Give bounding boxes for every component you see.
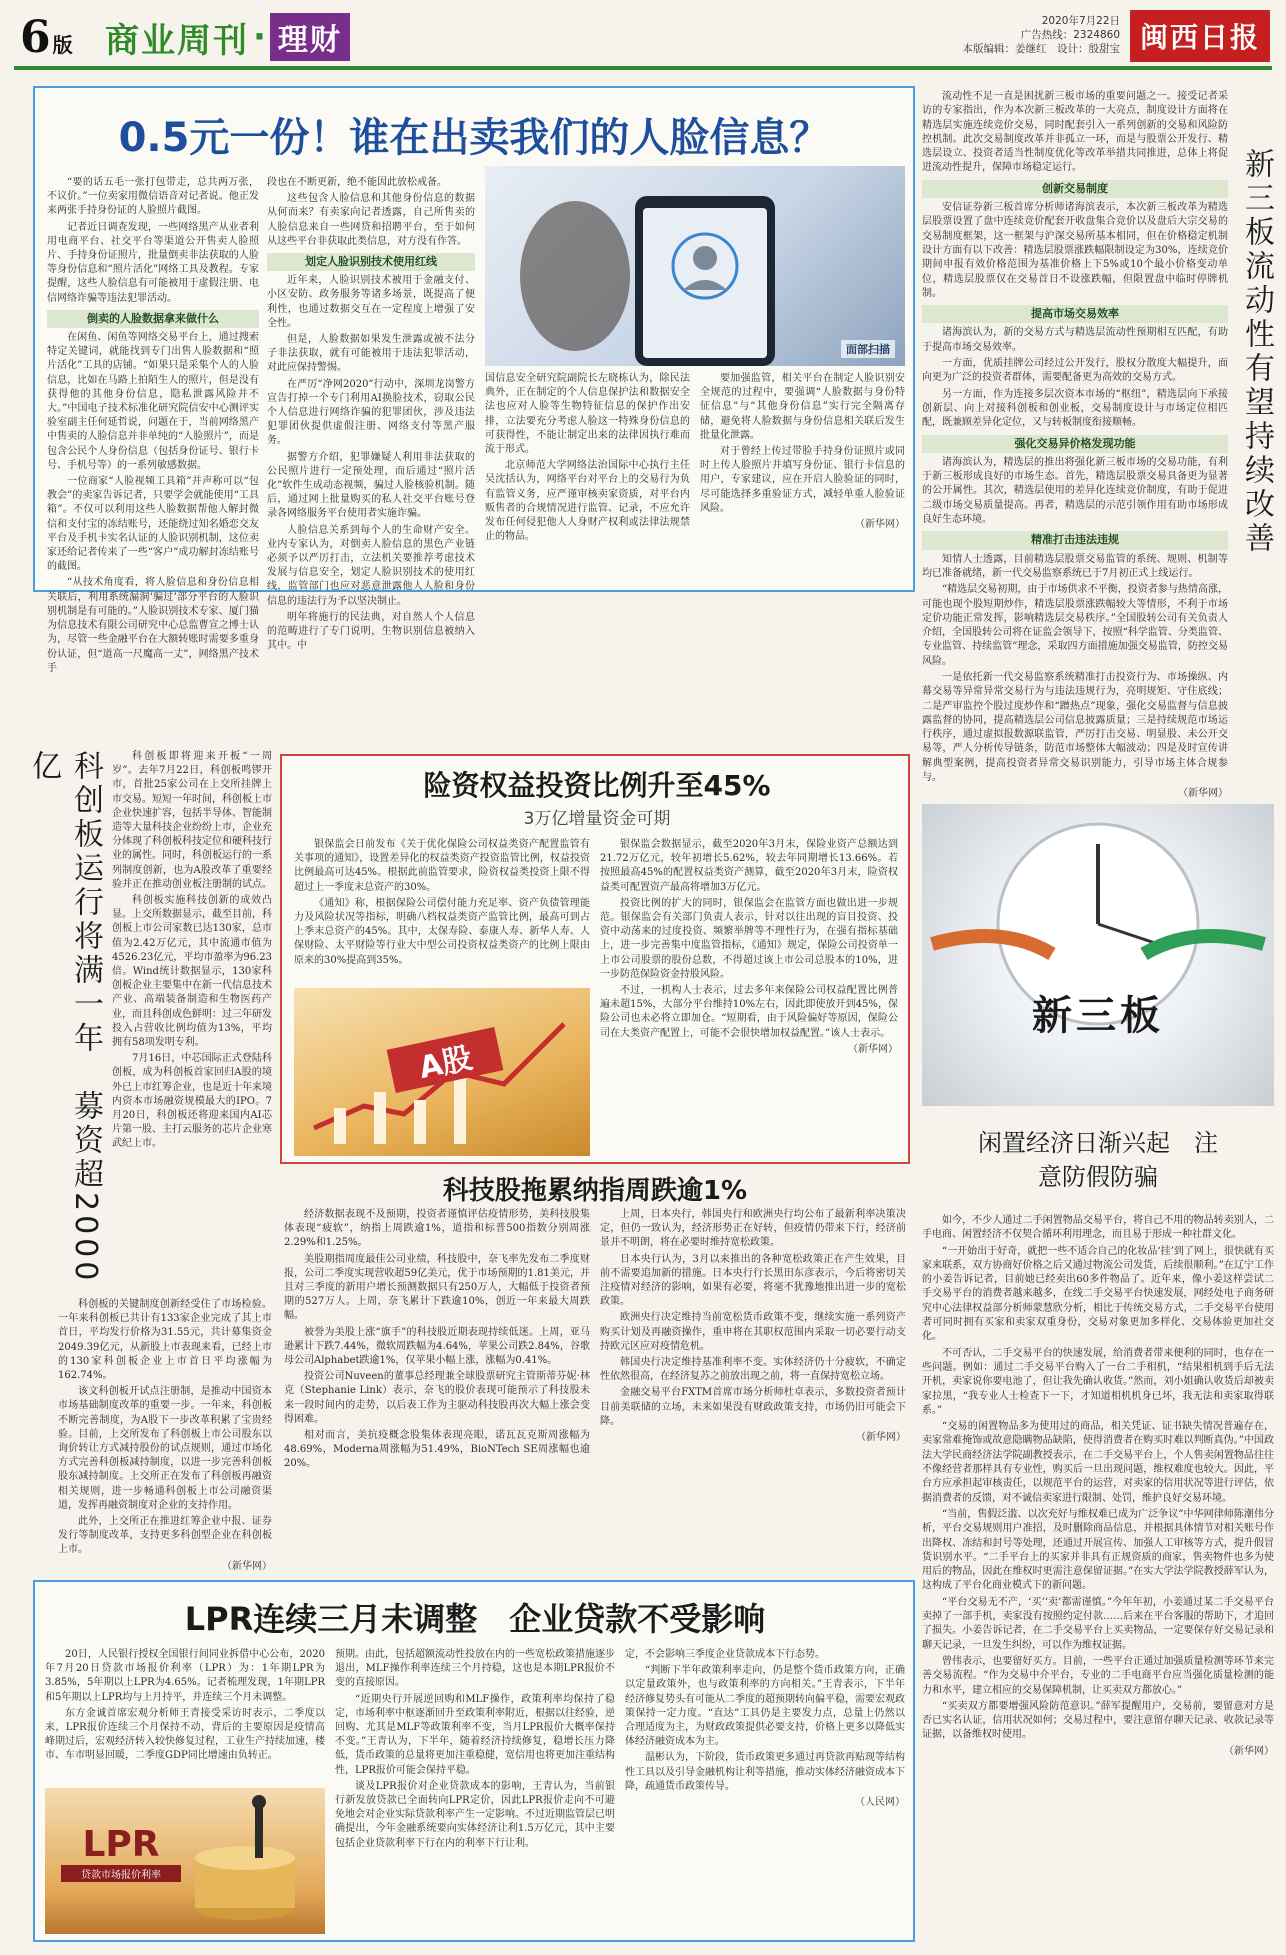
page-header	[0, 0, 1286, 74]
neeq-p6: 诸海滨认为，精选层的推出将强化新三板市场的交易功能，有利于新三板形成良好的市场生态。首先，精选层股票交易具备更为显著的公开属性。其次，精选层使用的差异化连续竞价制度，有助于促进二级市场交易质量提高。再者，精选层的示范引领作用有助市场形成良好生态环境。	[922, 456, 1228, 526]
insurance-col1	[294, 838, 590, 984]
star-market-body-2	[58, 1298, 272, 1578]
nasdaq-p1: 经济数据表现不及预期，投资者谨慎评估疫情形势，美科技股集体表现“疲软”，纳指上周跌逾1%，道指和标普500指数分别周涨2.29%和1.25%。	[284, 1209, 590, 1249]
nasdaq-p9: 韩国央行决定维持基准利率不变。实体经济仍十分疲软，不确定性依然很高，在经济复苏之前放出现之前，将一直保持宽松立场。	[600, 1357, 906, 1383]
face-col3-p1: 国信息安全研究院副院长左晓栋认为，除民法典外，正在制定的个人信息保护法和数据安全法也应对人脸等生物特征信息的保护作出安排，立法要充分考虑人脸这一特殊身份信息的可获得性，不能让制定出来的法律因执行难而流于形式。	[485, 373, 690, 456]
insurance-p1: 银保监会日前发布《关于优化保险公司权益类资产配置监管有关事项的通知》，设置差异化的权益类资产投资监管比例，权益投资比例最高可达45%。根据此前监管要求，险资权益类投资上限不得超过上一季度末总资产的30%。	[294, 839, 590, 893]
insurance-p4: 投资比例的扩大的同时，银保监会在监管方面也做出进一步规范。银保监会有关部门负责人表示，针对以往出现的盲目投资、投资中动荡来的过度投资、频繁举牌等不理性行为，在强有指标基础上，进一步完善集中度监管指标，《通知》规定，保险公司投资单一上市公司股票的股份总数，不得超过该上市公司总股本的10%，进一步防范保险资金持股风险。	[600, 897, 898, 980]
nasdaq-col1	[284, 1208, 590, 1568]
face-col3-p4: 对于曾经上传过带脸手持身份证照片或同时上传人脸照片并填写身份证、银行卡信息的用户，专家建议，应在开启人脸验证的同时，尽可能选择多重验证方式，减轻单重人脸验证风险。	[700, 446, 905, 514]
lpr-p4: “近期央行开展逆回购和MLF操作，政策利率均保持了稳定，市场利率中枢逐渐回升至政策利率附近，根据以往经验，逆回购、尤其是MLF等政策利率不变，当月LPR报价大概率保持不变。”王青认为，下半年，随着经济持续修复，稳增长压力降低，货币政策的总量将更加注重稳健，宽信用也将更加注重结构性，LPR报价可能会保持平稳。	[335, 1693, 615, 1776]
lpr-title: LPR连续三月未调整 企业贷款不受影响	[184, 1600, 766, 1638]
idle-p1: 如今，不少人通过二手闲置物品交易平台，将自己不用的物品转卖别人，二手电商、闲置经济不仅契合循环利用理念，而且易于形成一种社群文化。	[922, 1215, 1274, 1241]
face-col2-p1: 段也在不断更新，绝不能因此放松戒备。	[267, 177, 447, 188]
face-col2-p2: 这些包含人脸信息和其他身份信息的数据从何而来？有卖家向记者透露，自己所售卖的人脸信息来自一些网贷和招聘平台，至于如何从这些平台非获取此类信息，对方没有作答。	[267, 193, 475, 247]
phone-face-icon	[485, 166, 905, 366]
idle-p7: 曾伟表示，也要留好买方。目前，一些平台正通过加强质量检测等环节来完善交易流程。“作为交易中介平台，专业的二手电商平台应当强化质量检测的能力和水平，建立相应的交易保障机制，让买卖双方都放心。”	[922, 1655, 1274, 1696]
face-col2	[267, 176, 475, 652]
a-share-label: A股	[387, 1027, 504, 1093]
header-meta	[950, 14, 1120, 56]
insurance-p5: 不过，一机构人士表示，过去多年来保险公司权益配置比例普遍未超15%，大部分平台维持10%左右，因此即使放开到45%，保险公司也未必将立即加仓。“短期看，由于风险偏好等原因，保险公司在大类资产配置上，可能不会很快增加权益配置。”该人士表示。	[600, 985, 898, 1039]
star-p5: 该文科创板开试点注册制，是推动中国资本市场基础制度改革的重要一步。一年来，科创板不断完善制度，为A股下一步改革积累了宝贵经验。目前，上交所发布了科创板上市公司股东以询价转让方式减持股份的试点规则，通过市场化方式完善科创板减持制度，以进一步完善科创板股东减持制度。上交所正在发布了科创板再融资相关规则，进一步畅通科创板上市公司融资渠道，发挥再融资制度对企业的支持作用。	[58, 1386, 272, 1511]
clock-icon	[922, 804, 1274, 1106]
nasdaq-title: 科技股拖累纳指周跌逾1%	[442, 1176, 748, 1206]
lpr-photo-label	[61, 1824, 181, 1882]
neeq-p3: 诸海滨认为，新的交易方式与精选层流动性预期相互匹配，有助于提高市场交易效率。	[922, 327, 1228, 353]
nasdaq-p7: 日本央行认为，3月以来推出的各种宽松政策正在产生效果，目前不需要追加新的措施。日本央行行长黑田东彦表示，今后将密切关注疫情对经济的影响，如果有必要，将毫不犹豫地推出进一步的宽松政策。	[600, 1253, 906, 1308]
idle-economy-body	[922, 1214, 1274, 1940]
neeq-clock-image	[922, 804, 1274, 1106]
neeq-subhead-1: 创新交易制度	[922, 180, 1228, 198]
ad-phone: 广告热线：2324860	[1020, 29, 1120, 41]
face-col1-p4: 一位商家“人脸视频工具箱”并声称可以“包教会”的卖家告诉记者，只要学会就能使用“工具箱”。不仅可以利用这些人脸数据帮他人解封微信和支付宝的冻结账号，还能绕过知名婚恋交友平台及手机卡实名认证的人脸识别机制，这位卖家还给记者传来了一些“客户”成功解封冻结账号的截图。	[47, 476, 259, 573]
neeq-subhead-2: 提高市场交易效率	[922, 305, 1228, 323]
neeq-byline: （新华网）	[1178, 788, 1228, 800]
neeq-p9: 一是依托新一代交易监察系统精准打击投资行为、市场操纵、内幕交易等异常异常交易行为与违法违规行为，亮明规矩、守住底线；二是严审监控个股过度炒作和“蹭热点”现象，强化交易监督与信息披露监督的协同，提高精选层公司信息披露质量；三是持续规范市场运行秩序，通过虚拟报数源联监管，严厉打击交易、明显股、未公开交易等，严人分析传导链条，防范市场整体大幅波动；四是及时宣传讲解典型案例，提高投资者异常交易识别能力，引导市场主体合规参与。	[922, 671, 1228, 784]
article-face-data-title: 0.5元一份！谁在出卖我们的人脸信息？	[118, 115, 830, 161]
editors: 本版编辑：姜继红 设计：殷甜宝	[962, 43, 1120, 55]
star-p1: 科创板即将迎来开板“一周岁”。去年7月22日，科创板鸣锣开市，首批25家公司在上交所挂牌上市交易。短短一年时间，科创板上市企业快速扩容，包括半导体、智能制造等大量科技企业纷纷上市，企业充分体现了科创板科技定位和硬科技行业的属性。同时，科创板运行的一系列制度创新，也为A股改革了重要经验并正在推动创业板注册制的试点。	[112, 751, 272, 890]
face-col3-p2: 北京师范大学网络法治国际中心执行主任吴沈括认为，网络平台对平台上的交易行为负有监管义务，应严谨审核卖家资质，对平台内贩售者的合规情况进行监管、记录，不应允许发布任何侵犯他人人身财产权利或法律法规禁止的物品。	[485, 460, 690, 543]
page-number	[20, 12, 73, 62]
neeq-body	[922, 90, 1228, 798]
neeq-title: 新三板流动性有望持续改善	[1239, 148, 1274, 556]
logo-text: 闽西日报	[1139, 21, 1260, 54]
star-p3: 7月16日，中芯国际正式登陆科创板，成为科创板首家回归A股的境外已上市红筹企业，也是近十年来境内资本市场融资规模最大的IPO。7月20日，科创板还将迎来国内AI芯片第一股、主打云服务的芯片企业寒武纪上市。	[112, 1053, 272, 1150]
lpr-p1: 20日，人民银行授权全国银行间同业拆借中心公布，2020年7月20日贷款市场报价利率（LPR）为：1年期LPR为3.85%，5年期以上LPR为4.65%。记者梳理发现，1年期LPR和5年期以上LPR均与上月持平，并连续三个月未调整。	[45, 1649, 325, 1703]
lpr-byline: （人民网）	[855, 1797, 905, 1809]
lpr-article	[33, 1580, 915, 1942]
lpr-p2: 东方金诚首席宏观分析师王青接受采访时表示，二季度以来，LPR报价连续三个月保持不动，背后的主要原因是疫情高峰期过后，宏观经济转入较快修复过程，工业生产持续加速，楼市、车市明显回暖，二季度GDP同比增速由负转正。	[45, 1707, 325, 1762]
section-dot: ·	[253, 17, 266, 57]
lpr-photo-subtext: 贷款市场报价利率	[61, 1865, 181, 1882]
neeq-image-label: 新三板	[1032, 993, 1164, 1039]
header-rule	[14, 66, 1272, 70]
insurance-subtitle: 3万亿增量资金可期	[523, 809, 671, 829]
face-col2-p7: 人脸信息关系到每个人的生命财产安全。业内专家认为，对倒卖人脸信息的黑色产业链必须予以严厉打击，立法机关要推荐考虑技术发展与信息安全，划定人脸识别技术的使用红线，监管部门也应对恶意泄露他人人脸和身份信息的违法行为予以坚决制止。	[267, 524, 475, 607]
issue-date: 2020年7月22日	[1041, 15, 1120, 27]
insurance-article	[280, 754, 910, 1164]
neeq-subhead-3: 强化交易异价格发现功能	[922, 435, 1228, 453]
lpr-photo-text: LPR	[82, 1824, 160, 1865]
lpr-p5: 谈及LPR报价对企业贷款成本的影响，王青认为，当前银行新发放贷款已全面转向LPR定价，因此LPR报价走向不可避免地会对企业实际贷款利率产生一定影响。不过近期监管层已明确提出，今年金融系统要向实体经济让利1.5万亿元，其中主要包括企业贷款利率下行在内的利率下行让利。	[335, 1780, 615, 1849]
section-name: 商业周刊	[105, 20, 249, 61]
neeq-subhead-4: 精准打击违法违规	[922, 531, 1228, 549]
a-share-image	[294, 988, 590, 1156]
insurance-title: 险资权益投资比例升至45%	[423, 769, 771, 802]
subsection-name: 理财	[270, 13, 350, 61]
newspaper-logo	[1130, 10, 1270, 62]
face-byline: （新华网）	[855, 519, 905, 531]
nasdaq-p3: 被誉为美股上涨“旗手”的科技股近期表现持续低迷。上周，亚马逊累计下跌7.44%，微软周跌幅为4.64%，苹果公司跌2.84%，谷歌母公司Alphabet跌逾1%，仅苹果小幅上涨，涨幅为0.41%。	[284, 1326, 590, 1367]
article-face-data	[33, 86, 915, 674]
idle-byline: （新华网）	[1224, 1745, 1274, 1757]
face-col3-p3: 要加强监管，相关平台在制定人脸识别安全规范的过程中，要强调“人脸数据与身份特征信息”与“其他身份信息”实行完全隔离存储，避免将人脸数据与身份信息相关联后发生批量化泄露。	[700, 373, 905, 441]
star-p6: 此外，上交所正在推进红筹企业中报、证券发行等制度改革，支持更多科创型企业在科创板上市。	[58, 1516, 272, 1556]
idle-p4: “交易的闲置物品多为使用过的商品，相关凭证、证书缺失情况普遍存在，卖家常难掩饰或故意隐瞒物品缺陷，使得消费者在购买时难以判断真伪。”中国政法大学民商经济法学院副教授表示，在二手交易平台上，个人售卖闲置物品往往不像经营者那样具有专业性，购买后一旦出现问题，维权难度也较大。因此，平台方应承担起审核责任，以规范平台的运营，对卖家的信用状况等进行评估，依据消费者的反馈，对不诚信卖家进行限制、处罚，维护良好交易环境。	[922, 1421, 1274, 1504]
nasdaq-p5: 相对而言，美抗疫概念股集体表现亮眼，诺瓦瓦克斯周涨幅为48.69%，Moderna周涨幅为51.49%，BioNTech SE周涨幅也逾20%。	[284, 1430, 590, 1470]
nasdaq-p6: 上周，日本央行，韩国央行和欧洲央行均公布了最新利率决策决定，但仍一致认为，经济形势正在好转，但疫情仍带来下行，经济前景并不明朗，将在必要时维持宽松政策。	[600, 1209, 906, 1249]
face-col1-p2: 记者近日调查发现，一些网络黑产从业者利用电商平台、社交平台等渠道公开售卖人脸照片、手持身份证照片，批量倒卖非法获取的人脸等身份信息和“照片活化”网络工具及教程。专家提醒，这些人脸信息有可能被用于虚假注册、电信网络诈骗等违法犯罪活动。	[47, 221, 259, 304]
nasdaq-p8: 欧洲央行决定维持当前宽松货币政策不变，继续实施一系列资产购买计划及再融资操作，重申将在其职权范围内采取一切必要行动支持欧元区应对疫情危机。	[600, 1312, 906, 1352]
idle-p6: “平台交易无不产，‘买’‘卖’都需谨慎。”今年年初，小姜通过某二手交易平台卖掉了一部手机，卖家没有按照约定付款……后来在平台客服的帮助下，才追回了损失。小姜告诉记者，在二手交易平台上买卖物品，一定要保存好交易记录和聊天记录，一旦发生纠纷，可以作为维权证据。	[922, 1596, 1274, 1651]
star-market-body	[112, 750, 272, 1390]
nasdaq-p10: 金融交易平台FXTM首席市场分析师杜卓表示，多数投资者预计目前美联储的立场，未来如果没有财政政策支持，市场仍旧可能会下降。	[600, 1387, 906, 1427]
page-number-suffix: 版	[52, 33, 73, 57]
neeq-p8: “精选层交易初期，由于市场供求不平衡，投资者参与热情高涨，可能也现个股短期炒作，精选层股票涨跌幅较大等情形，不利于市场定价功能正常发挥，影响精选层交易秩序。”全国股转公司有关负责人介绍，全国股转公司将在证监会领导下，按照“科学监管、分类监管、专业监管、持续监管”理念，采取四方面措施加强交易监管，防控交易风险。	[922, 584, 1228, 667]
lpr-p3: 预期。由此，包括超额流动性投放在内的一些宽松政策措施逐步退出，MLF操作利率连续三个月持稳，这也是本期LPR报价不变的直接原因。	[335, 1649, 615, 1689]
lpr-photo	[45, 1788, 325, 1934]
nasdaq-byline: （新华网）	[856, 1432, 906, 1444]
star-byline: （新华网）	[222, 1560, 272, 1572]
neeq-p1: 流动性不足一直是困扰新三板市场的重要问题之一。接受记者采访的专家指出，作为本次新三板改革的一大亮点，制度设计方面将在精选层实施连续竞价交易，同时配套引入一系列创新的交易和风险防控机制。此次交易制度改革并非孤立一环，而是与股票公开发行、精选层设立、投资者适当性制度优化等改革举措共同推进，总体上将促进流动性提升，保障市场稳定运行。	[922, 91, 1228, 174]
face-col1-p5: “从技术角度看，将人脸信息和身份信息相关联后，利用系统漏洞‘骗过’部分平台的人脸识别机制是有可能的。”人脸识别技术专家、厦门猫为信息技术有限公司研究中心总监曹宣之博士认为，尽管一些金融平台在大额转账时需要多重身份认证，但“道高一尺魔高一丈”，网络黑产技术手	[47, 577, 259, 674]
idle-p3: 不可否认，二手交易平台的快速发展，给消费者带来便利的同时，也存在一些问题。例如：通过二手交易平台购入了一台二手相机，“结果相机到手后无法开机，卖家说你要电池了，但让我先确认收货。”然而，刘小姐确认收货后却被卖家拉黑，“我专业人士检查下一下，才知道相机机身已坏，我无法和卖家取得联系。”	[922, 1347, 1274, 1416]
face-col2-p4: 但是，人脸数据如果发生泄露或被不法分子非法获取，就有可能被用于违法犯罪活动，对此应保持警惕。	[267, 334, 475, 374]
star-p4: 科创板的关键制度创新经受住了市场检验。一年来科创板已共计有133家企业完成了其上市首日，平均发行价格为31.55元，共计募集资金2049.39亿元，从新股上市表现来看，已经上市的130家科创板企业上市首日平均涨幅为162.74%。	[58, 1299, 272, 1382]
idle-economy-title-text: 闲置经济日渐兴起 注意防假防骗	[978, 1129, 1218, 1191]
page-number-digit: 6	[20, 12, 51, 63]
face-col1	[47, 176, 259, 674]
neeq-p5: 另一方面，作为连接多层次资本市场的“枢纽”，精选层向下承接创新层、向上对接科创板和创业板，交易制度设计与市场定位相匹配，既兼顾差异化定位，又与转板制度衔接顺畅。	[922, 388, 1228, 429]
insurance-p3: 银保监会数据显示，截至2020年3月末，保险业资产总额达到21.72万亿元，较年初增长5.62%，较去年同期增长13.66%。若按照最高45%的配置权益类资产测算，截至2020年3月末，险资权益类可配置资产最高将增加3万亿元。	[600, 839, 898, 893]
section-title	[105, 14, 350, 60]
face-col2-p6: 据警方介绍，犯罪嫌疑人利用非法获取的公民照片进行一定预处理，而后通过“照片活化”软件生成动态视频，骗过人脸核验机制。随后，通过网上批量购买的私人社交平台账号登录各网络服务平台使用者实施诈骗。	[267, 451, 475, 520]
face-col2-p3: 近年来，人脸识别技术被用于金融支付、小区安防、政务服务等诸多场景，既提高了便利性，也通过数据交互在一定程度上增强了安全性。	[267, 275, 475, 329]
lpr-col3	[625, 1648, 905, 1934]
star-p2: 科创板实施科技创新的成效凸显。上交所数据显示，截至目前，科创板上市公司家数已达130家，总市值为2.42万亿元，其中流通市值为4526.23亿元，平均市盈率为96.23倍。Wind统计数据显示，130家科创板企业主要集中在新一代信息技术产业、高端装备制造和生物医药产业，而且科创成色鲜明：过三年研发投入占营收比例均值为13%，平均拥有58项发明专利。	[112, 895, 272, 1049]
face-col2-p5: 在严厉“净网2020”行动中，深圳龙岗警方宣告打掉一个专门利用AI换脸技术，窃取公民个人信息进行网络诈骗的犯罪团伙，涉及违法犯罪团伙提供虚假注册、网络支付等黑产服务。	[267, 378, 475, 447]
star-market-title: 科创板运行将满一年 募资超2000亿	[26, 750, 103, 1285]
face-col1-p1: “要的话五毛一张打包带走，总共两万张，不议价。”一位卖家用微信语音对记者说。他正发来两张手持身份证的人脸照片截图。	[47, 177, 259, 217]
face-scan-photo	[485, 166, 905, 366]
nasdaq-p2: 美股期指周度最佳公司业绩，科技股中，奈飞率先发布二季度财报，公司二季度实现营收超59亿美元，优于市场预期的1.81美元，并且对三季度的新用户增长预测数据只有250万人，大幅低于投资者预期的527万人。上周，奈飞累计下跌逾10%，创近一年来最大周跌幅。	[284, 1253, 590, 1322]
lpr-p8: 温彬认为，下阶段，货币政策更多通过再贷款再贴现等结构性工具以及引导金融机构让利等措施，推动实体经济融资成本下降，疏通货币政策传导。	[625, 1752, 905, 1792]
idle-economy-title	[922, 1110, 1274, 1210]
face-col3	[485, 372, 905, 588]
neeq-p2: 安信证券新三板首席分析师诸海滨表示，本次新三板改革为精选层股票设置了盘中连续竞价配套开收盘集合竞价以及盘后大宗交易的交易制度框架，这一框架与沪深交易所基本相同，但在价格稳定机制设计方面有以下改善：精选层股票涨跌幅限制设定为30%，连续竞价期间申报有效价格范围为基准价格上下5%或10个最小价格变动单位，精选层股票仅在交易首日不设涨跌幅，但限置盘中临时停牌机制。	[922, 202, 1228, 299]
neeq-p4: 一方面，优质挂牌公司经过公开发行，股权分散度大幅提升，面向更为广泛的投资者群体，需要配备更为高效的交易方式。	[922, 358, 1228, 384]
face-subhead-2: 划定人脸识别技术使用红线	[267, 253, 475, 271]
idle-p5: “当前，售假泛滥、以次充好与维权难已成为广泛争议”中华网律师陈潮伟分析，平台交易规则用户准招，及时删除商品信息，并根据具体情节对相关账号作出降权、冻结和封号等处理，还通过开展宣传、加强人工审核等方式，提升假冒货识别水平。“二手平台上的买家并非具有正规资质的商家，售卖物件也多为使用后的物品，因此在维权时更需注意保留证据。”在实大学法学院教授薛军认为，这构成了平台化商业模式下的新问题。	[922, 1508, 1274, 1592]
lpr-p7: “判断下半年政策利率走向，仍是整个货币政策方向，正确以定量政策外，也与政策利率的方向相关。”王青表示，下半年经济修复势头有可能从二季度的超预期转向偏平稳，需要宏观政策保持一定力度。“直达”工具仍是主要发力点，总量上仍然以合理适度为主，为财政政策提供必要支持，价格上更多以降低实体经济融资成本为主。	[625, 1665, 905, 1748]
insurance-col2	[600, 838, 898, 1156]
lpr-p6: 定，不会影响三季度企业贷款成本下行态势。	[625, 1649, 825, 1660]
face-subhead-1: 倒卖的人脸数据拿来做什么	[47, 310, 259, 328]
neeq-p7: 知情人士透露，目前精选层股票交易监管的系统、规则、机制等均已准备就绪，新一代交易监察系统已于7月初正式上线运行。	[922, 553, 1228, 579]
lpr-col1-text	[45, 1648, 325, 1784]
idle-p2: “一开始出于好奇，就把一些不适合自己的化妆品‘挂’到了网上，很快就有买家来联系，双方协商好价格之后又通过物流公司发货，后续很顺利。”在辽宁工作的小姜告诉记者，目前她已经卖出60多件物品了。近年来，像小姜这样尝试二手交易平台的消费者越来越多，在线二手交易平台快速发展，网经处电子商务研究中心法律权益部分析师蒙慧欣分析，相比于传统交易方式，二手交易平台使用者可同时拥有买家和卖家双重身份，交易对象更加多样化、交易体验更加社交化。	[922, 1245, 1274, 1343]
face-col1-p3: 在闲鱼、闲鱼等网络交易平台上，通过搜索特定关键词，就能找到专门出售人脸数据和“照片活化”工具的店铺。“如果只是采集个人的人脸信息，比如在马路上拍陌生人的照片，但是没有获得他的其他身份信息，隐私泄露风险并不大。”中国电子技术标准化研究院信安中心测评实验室副主任何延哲说，问题在于，当前网络黑产中售卖的人脸信息并非单纯的“人脸照片”，而是包含公民个人身份信息（包括身份证号、银行卡号、手机号等）的一系列敏感数据。	[47, 332, 259, 471]
idle-p8: “买卖双方都要增强风险防范意识。”薛军提醒用户，交易前，要留意对方是否已实名认证，信用状况如何；交易过程中，要注意留存聊天记录、收款记录等证据，以备维权时使用。	[922, 1700, 1274, 1741]
nasdaq-col2	[600, 1208, 906, 1568]
insurance-p2: 《通知》称，根据保险公司偿付能力充足率、资产负债管理能力及风险状况等指标，明确八档权益类资产监管比例，最高可到占上季末总资产的45%。其中，太保寿险、泰康人寿、新华人寿、人保财险、太平财险等行业大中型公司投资权益类资产的比例上限由原来的30%提高到35%。	[294, 897, 590, 966]
nasdaq-p4: 投资公司Nuveen的董事总经理兼全球股票研究主管斯蒂芬妮·林克（Stephanie Link）表示，奈飞的股价表现可能预示了科技股未来一段时间内的走势，以后表工作为主驱动科技股再次大幅上涨会变得困难。	[284, 1371, 590, 1425]
face-col2-p8: 明年将施行的民法典，对自然人个人信息的范畴进行了专门说明，生物识别信息被纳入其中。中	[267, 611, 475, 652]
face-photo-caption: 面部扫描	[841, 340, 895, 358]
insurance-byline: （新华网）	[848, 1043, 898, 1055]
lpr-col2	[335, 1648, 615, 1934]
